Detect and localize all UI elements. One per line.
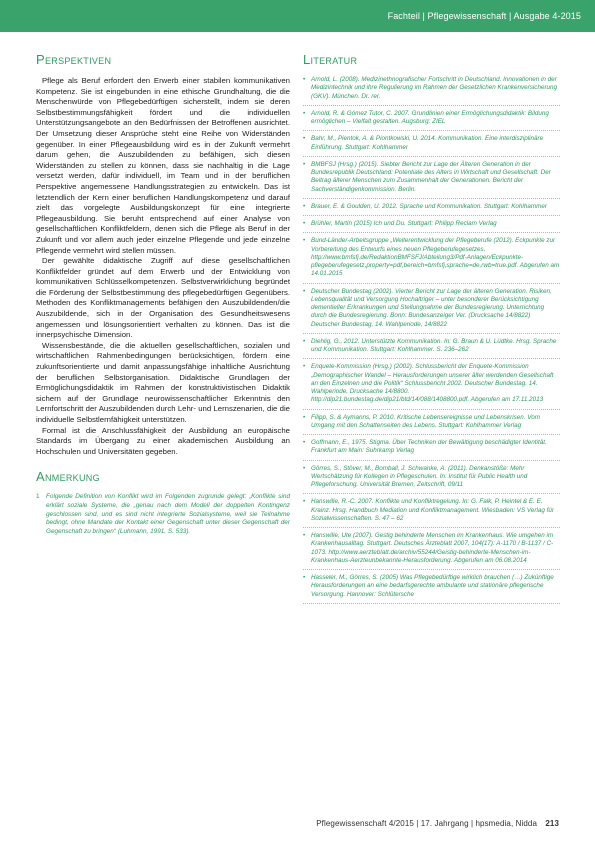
bullet-icon: • [303,464,306,472]
bullet-icon: • [303,237,306,245]
perspektiven-paragraph: Der gewählte didaktische Zugriff auf diese gesellschaftlichen Konfliktfelder gründet auf dem Erwerb und der Entwicklung von kommunikativen Schlüsselkompetenzen. Selbstverwirklichung begründet die Förderung der Selbstbestimmung des pflegebedürftigen Gegenübers. Methoden des Konfliktmanagements befähigen den Auszubildenden/die Auszubildende, sich in der Organisation des Gesundheitswesens angemessen und lösungsorientiert verhalten zu können. Das ist die innerpsychische Dimension. [36,256,290,340]
reference-item [303,220,560,233]
reference-text: Goffmann, E., 1975. Stigma. Über Techniken der Bewältigung beschädigter Identität. Frankfurt am Main: Suhrkamp Verlag [311,439,547,455]
bullet-icon: • [303,135,306,143]
reference-text: Arnold, R. & Gómez Tutor, C. 2007. Grundlinien einer Ermöglichungsdidaktik: Bildung ermöglichen – Vielfalt gestalten. Augsburg: ZIEL [311,109,549,125]
bullet-icon: • [303,498,306,506]
bullet-icon: • [303,363,306,371]
page-number: 213 [545,819,559,828]
reference-item [303,414,560,436]
reference-item [303,288,560,334]
right-column [303,52,560,608]
perspektiven-paragraph: Pflege als Beruf erfordert den Erwerb einer stabilen kommunikativen Kompetenz. Sie ist eingebunden in eine ethische Grundhaltung, die die Menschenwürde von Pflegebedürftigen sicherstellt, indem sie deren Selbstbestimmungsfähigkeit fördert und die individuellen Unterstützungsangebote an den Bedürfnissen der Betroffenen ausrichtet. Der Umsetzung dieser Ansprüche steht eine Reihe von Widerständen gegenüber. In einer Pflegeausbildung wird es in der Zukunft vermehrt darum gehen, die Auszubildenden zu befähigen, sich diesen Widerständen zu stellen zu können, dass sie nachhaltig in die Lage versetzt werden, dafür individuell, im Team und in der beruflichen Perspektive angemessene Handlungsstrategien zu entwickeln. Das ist letztendlich der Kern einer beruflichen Handlungskompetenz und darauf zielt das vorgelegte Ausbildungskonzept für eine integrierte Pflegeausbildung. Sie beruht entsprechend auf einer Analyse von gesellschaftlichen Konfliktfeldern, denen sich die Pflege als Beruf in der Zukunft und vor allem auch jeder einzelne Pflegende und jede einzelne Pflegende vermehrt wird stellen müssen. [36,76,290,255]
reference-text: Hanswille, R.-C. 2007. Konflikte und Konfliktregelung. In: G. Falk, P. Heintel & E. E. Krainz. Hrsg. Handbuch Mediation und Konfliktmanagement. Wiesbaden: VS Verlag für Sozialwissenschaften. S. 47 – 62 [311,498,554,522]
reference-text: Görres, S., Stöver, M., Bomball, J. Schwanke, A. (2011). Denkanstöße: Mehr Wertschätzung für Kollegen in Pflegeschulen. In: Institut für Public Health und Pflegeforschung. Universität Bremen, Zeitschrift, 09/11 [311,464,528,488]
reference-text: BMBFSJ (Hrsg.) (2015). Siebter Bericht zur Lage der Älteren Generation in der Bundesrepublik Deutschland: Potentiale des Alters in Wirtschaft und Gesellschaft. Der Beitrag älterer Menschen zum Zusammenhalt der Generationen. Bericht der Sachverständigenkommission. Berlin. [311,160,551,193]
reference-text: Arnold, L. (2008). Medizinethnografischer Fortschritt in Deutschland. Innovationen in der Medizintechnik und ihre Regulierung im Rahmen der Gesetzlichen Krankenversicherung (GKV). München. Dr. rer. [311,76,558,100]
footer-journal: Pflegewissenschaft 4/2015 | 17. Jahrgang | hpsmedia, Nidda [316,819,538,828]
bullet-icon: • [303,109,306,117]
literatur-heading: Literatur [303,52,358,67]
reference-item [303,465,560,495]
reference-text: Brauer, E. & Goulden, U. 2012. Sprache und Kommunikation. Stuttgart: Kohlhammer [311,202,547,210]
footnote-number: 1 [36,493,40,501]
footnote-text: Folgende Definition von Konflikt wird im Folgenden zugrunde gelegt: „Konflikte sind erklärt soziale Systeme, die „genau nach dem Modell der doppelten Kontingenz geschlossen sind, und es sind nicht integrierte Sozialsysteme, weil sie Teilnahme bedingt, ohne Mandate der Kontakt einer Gegenschaft unter dieser Gegenschaft der Gegenschaft zu bringen“ (Luhmann, 1991, S. 533). [46,493,290,535]
reference-text: Deutscher Bundestag (2002). Vierter Bericht zur Lage der älteren Generation. Risiken, Lebensqualität und Versorgung Hochaltriger – unter besonderer Berücksichtigung dementieller Erkrankungen und Stellungnahme der Bundesregierung. Unterrichtung durch die Bundesregierung. Bonn: Bundesanzeiger Ver. (Drucksache 14/8822) Deutscher Bundestag, 14. Wahlperiode, 14/8822 [311,287,552,328]
note-list [36,493,290,536]
reference-text: Brühler, Martin (2015) Ich und Du. Stuttgart: Philipp Reclam Verlag [311,220,497,227]
bullet-icon: • [303,202,306,210]
reference-item [303,203,560,216]
reference-text: Hanswille, Ute (2007). Gestig behinderte Menschen im Krankenhaus. Wie umgehen im Krankenhausalltag. Stuttgart. Deutsches Ärzteblatt 2007, 104(17): A-1170 / B-1137 / C-1073. http://www.aerzteblatt.de/archiv/55244/Geistig-behinderte-Menschen-im-Krankenhaus-Aerzteunbekannte-Herausforderung. Abgerufen am 06.08.2014 [311,532,554,564]
bullet-icon: • [303,287,306,295]
bullet-icon: • [303,220,306,227]
reference-text: Diehlig, G., 2012. Unterstützte Kommunikation. In: G. Braun & U. Lüdtke. Hrsg. Sprache und Kommunikation. Stuttgart: Kohlhammer. S. 236–262 [311,337,557,353]
reference-item [303,237,560,283]
bullet-icon: • [303,337,306,345]
reference-text: Enquete-Kommission (Hrsg.) (2002). Schlussbericht der Enquete-Kommission „Demographischer Wandel – Herausforderungen unserer älter werdenden Gesellschaft an den Einzelnen und die Politik“ Schlussbericht 2002. Deutscher Bundestag. 14. Wahlperiode, Drucksache 14/8800. http://dip21.bundestag.de/dip21/btd/14/088/1408800.pdf. Abgerufen am 17.11.2013 [311,363,554,404]
perspektiven-paragraph: Formal ist die Anschlussfähigkeit der Ausbildung an europäische Standards im Übergang zu einer akademischen Ausbildung an Hochschulen und Universitäten gegeben. [36,425,290,456]
reference-item [303,110,560,132]
reference-item [303,76,560,106]
reference-text: Filipp, S. & Aymanns, P. 2010. Kritische Lebensereignisse und Lebenskrisen. Vom Umgang mit den Schattenseiten des Lebens. Stuttgart: Kohlhammer Verlag [311,413,540,429]
bullet-icon: • [303,413,306,421]
left-column [36,52,290,536]
reference-item [303,498,560,528]
reference-text: Bahr, M., Pientok, A. & Piontkowski, U. 2014. Kommunikation. Eine interdisziplinäre Einführung. Stuttgart: Kohlhammer [311,135,544,151]
bullet-icon: • [303,76,306,83]
reference-item [303,532,560,570]
running-header: Fachteil | Pflegewissenschaft | Ausgabe 4-2015 [387,11,581,21]
reference-item [303,363,560,409]
reference-item [303,161,560,199]
bullet-icon: • [303,532,306,539]
footnote [36,493,290,536]
bullet-icon: • [303,574,306,581]
perspektiven-paragraph: Wissensbestände, die die aktuellen gesellschaftlichen, sozialen und wirtschaftlichen Rahmenbedingungen berücksichtigen, fördern eine zukunftsorientierte und damit anpassungsfähige inhaltliche Ausrichtung der beruflichen Selbstorganisation. Didaktische Grundlagen der Ermöglichungsdidaktik im Rahmen der konstruktivistischen Didaktik sichern auf der Grundlage neurowissenschaftlicher Erkenntnis den Lernfortschritt der Auszubildenden durch Lehr- und Lernszenarien, die die individuelle Selbstlernfähigkeit unterstützen. [36,340,290,424]
reference-item [303,338,560,360]
reference-item [303,135,560,157]
bullet-icon: • [303,439,306,446]
perspektiven-heading: Perspektiven [36,52,112,67]
anmerkung-heading: Anmerkung [36,469,100,485]
reference-item [303,574,560,604]
header-bar [0,0,595,32]
reference-list [303,76,560,604]
page-footer [316,819,559,828]
reference-text: Bund-Länder-Arbeitsgruppe „Weiterentwicklung der Pflegeberufe (2012). Eckpunkte zur Vorbereitung des Entwurfs eines neuen Pflegeberufegesetzes. http://www.bmfsfj.de/RedaktionBMFSFJ/Abteilung3/Pdf-Anlagen/Eckpunkte-pflegeberufegesetz,property=pdf,bereich=bmfsfj,sprache=de,rwb=true.pdf. Abgerufen am 14.01.2015 [311,237,560,278]
reference-text: Hasseler, M., Görres, S. (2005) Was Pflegebedürftige wirklich brauchen (…) Zukünftige Herausforderungen an eine bedarfsgerechte ambulante und stationäre pflegerische Versorgung. Hannover: Schlütersche [311,574,554,598]
reference-item [303,439,560,461]
bullet-icon: • [303,160,306,168]
